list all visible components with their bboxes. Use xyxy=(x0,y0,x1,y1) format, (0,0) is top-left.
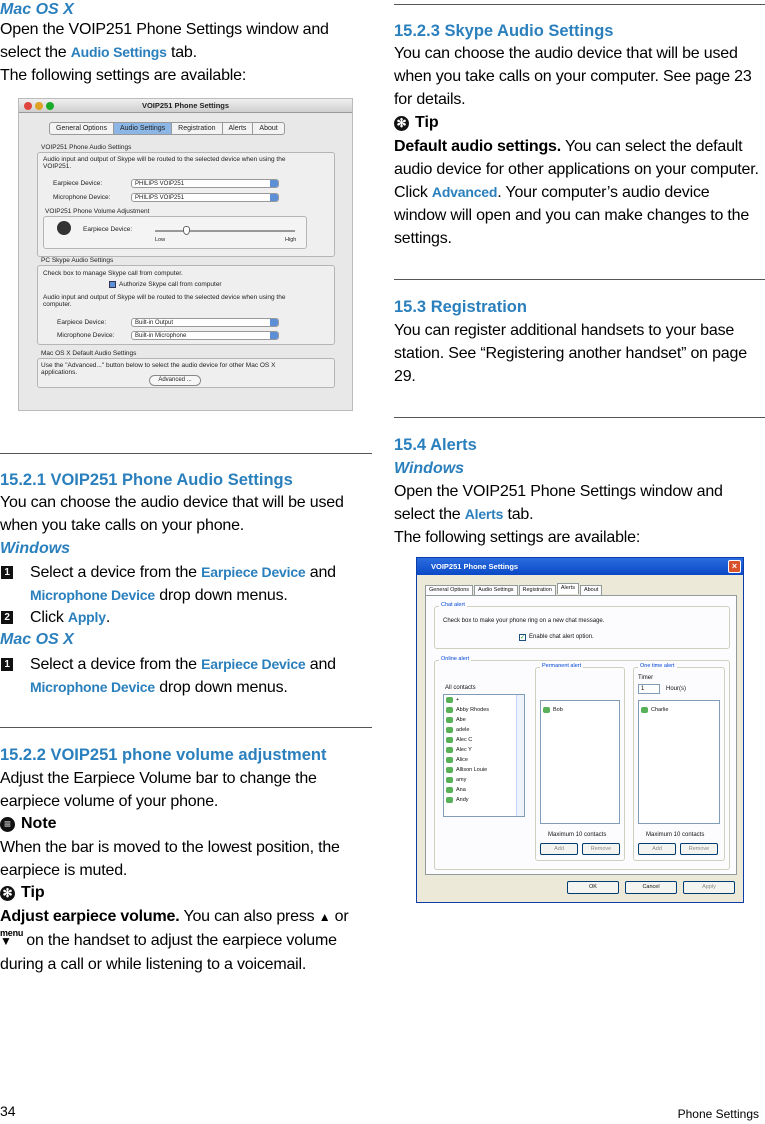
group-label: Online alert xyxy=(441,656,470,662)
mac-intro-text: Open the VOIP251 Phone Settings window and select the xyxy=(0,21,329,61)
group-text: Check box to manage Skype call from computer. xyxy=(43,270,183,277)
tab-alerts[interactable]: Alerts xyxy=(557,583,579,594)
note-heading xyxy=(0,813,57,835)
microphone-device-keyword: Microphone Device xyxy=(30,587,155,603)
tab-alerts[interactable]: Alerts xyxy=(223,123,254,134)
tab-general-options[interactable]: General Options xyxy=(425,585,473,596)
step-number: 1 xyxy=(1,658,13,671)
mac-tab-bar xyxy=(49,122,285,135)
group-text: Use the "Advanced..." button below to select the audio device for other Mac OS X applications. xyxy=(41,362,276,376)
close-icon xyxy=(24,102,32,110)
step-1 xyxy=(0,561,372,607)
apply-button[interactable]: Apply xyxy=(683,881,735,894)
earpiece-label: Earpiece Device: xyxy=(57,319,107,326)
section-15-2-1-title: 15.2.1 VOIP251 Phone Audio Settings xyxy=(0,471,293,489)
list-item[interactable]: Ana xyxy=(444,785,524,795)
section-15-2-2-title: 15.2.2 VOIP251 phone volume adjustment xyxy=(0,746,327,764)
list-item[interactable]: Bob xyxy=(541,705,619,715)
mic-select[interactable]: Built-in Microphone xyxy=(131,331,279,340)
alerts-keyword: Alerts xyxy=(464,506,504,522)
earpiece-select[interactable]: Built-in Output xyxy=(131,318,279,327)
group-label: One time alert xyxy=(640,663,675,669)
close-icon[interactable]: × xyxy=(728,560,741,573)
section-15-4-title: 15.4 Alerts xyxy=(394,436,477,454)
list-item[interactable]: adele xyxy=(444,725,524,735)
group-label: Mac OS X Default Audio Settings xyxy=(41,350,137,357)
timer-input[interactable]: 1 xyxy=(638,684,660,694)
authorize-label: Authorize Skype call from computer xyxy=(119,281,222,288)
tip-label: Tip xyxy=(415,114,439,131)
divider xyxy=(394,4,765,5)
note-label: Note xyxy=(21,815,57,832)
mac-intro-tail: tab. xyxy=(170,44,197,61)
earpiece-device-keyword: Earpiece Device xyxy=(201,656,306,672)
high-label: High xyxy=(285,237,297,243)
tip-body: . Your computer’s audio device window will open and you can make changes to the settings. xyxy=(394,184,750,247)
step-text: Select a device from the xyxy=(30,656,197,673)
tip-body: You can also press xyxy=(183,908,315,925)
step-text: drop down menus. xyxy=(159,587,288,604)
group-label: VOIP251 Phone Audio Settings xyxy=(41,144,132,151)
zoom-icon xyxy=(46,102,54,110)
add-button[interactable]: Add xyxy=(638,843,676,855)
section-15-2-2-text: Adjust the Earpiece Volume bar to change the earpiece volume of your phone. xyxy=(0,770,317,810)
step-2 xyxy=(0,606,110,629)
group-label: Permanent alert xyxy=(542,663,582,669)
max-contacts-label: Maximum 10 contacts xyxy=(548,832,607,838)
list-item[interactable]: Abe xyxy=(444,715,524,725)
tab-audio-settings[interactable]: Audio Settings xyxy=(114,123,172,134)
online-alert-group xyxy=(434,656,730,870)
mac-label: Mac OS X xyxy=(0,631,74,648)
divider xyxy=(0,453,372,454)
section-15-2-3-title: 15.2.3 Skype Audio Settings xyxy=(394,22,614,40)
max-contacts-label: Maximum 10 contacts xyxy=(646,832,705,838)
volume-slider-thumb[interactable] xyxy=(183,226,190,235)
phone-icon xyxy=(57,221,71,235)
mic-select[interactable]: PHILIPS VOIP251 xyxy=(131,193,279,202)
down-arrow-icon: ▼ xyxy=(0,934,12,948)
divider xyxy=(394,417,765,418)
remove-button[interactable]: Remove xyxy=(680,843,718,855)
one-time-list[interactable] xyxy=(638,700,720,824)
authorize-checkbox[interactable] xyxy=(109,281,116,288)
mic-label: Microphone Device: xyxy=(53,194,111,201)
group-text: Audio input and output of Skype will be routed to the selected device when using the computer. xyxy=(43,294,286,308)
tab-registration[interactable]: Registration xyxy=(519,585,556,596)
mac-window-title: VOIP251 Phone Settings xyxy=(141,101,230,110)
tab-registration[interactable]: Registration xyxy=(172,123,222,134)
volume-label: Earpiece Device: xyxy=(83,226,133,233)
tip-icon: ✻ xyxy=(394,116,409,131)
section-15-2-1-text: You can choose the audio device that will be used when you take calls on your phone. xyxy=(0,494,344,534)
tip-heading xyxy=(394,112,439,134)
tip-bold: Default audio settings. xyxy=(394,138,561,155)
earpiece-device-keyword: Earpiece Device xyxy=(201,564,306,580)
list-item[interactable]: amy xyxy=(444,775,524,785)
mac-title-bar xyxy=(19,99,352,113)
mac-intro xyxy=(0,18,372,64)
list-item[interactable]: + xyxy=(444,695,524,705)
volume-slider[interactable] xyxy=(155,230,295,232)
section-15-3-title: 15.3 Registration xyxy=(394,298,527,316)
group-label: VOIP251 Phone Volume Adjustment xyxy=(45,208,150,215)
all-contacts-label: All contacts xyxy=(445,685,476,691)
list-item[interactable]: Alice xyxy=(444,755,524,765)
menu-down-key-icon xyxy=(0,929,22,953)
chat-check-label: Enable chat alert option. xyxy=(529,634,594,640)
add-button[interactable]: Add xyxy=(540,843,578,855)
mac-settings-screenshot xyxy=(18,98,353,411)
tab-about[interactable]: About xyxy=(259,125,278,132)
tip-heading xyxy=(0,882,45,904)
list-item[interactable]: Andy xyxy=(444,795,524,805)
earpiece-select[interactable]: PHILIPS VOIP251 xyxy=(131,179,279,188)
section-15-2-3-text: You can choose the audio device that will be used when you take calls on your computer. See page 23 for details. xyxy=(394,45,752,108)
tip-bold: Adjust earpiece volume. xyxy=(0,908,180,925)
section-15-3-text: You can register additional handsets to your base station. See “Registering another handset” on page 29. xyxy=(394,322,747,385)
step-text: and xyxy=(309,564,336,581)
windows-settings-screenshot xyxy=(416,557,744,903)
tip-body: on the handset to adjust the earpiece volume during a call or while listening to a voicemail. xyxy=(0,932,337,973)
windows-window-title: VOIP251 Phone Settings xyxy=(431,562,519,571)
step-number: 2 xyxy=(1,611,13,624)
cancel-button[interactable]: Cancel xyxy=(625,881,677,894)
divider xyxy=(0,727,372,728)
footer-section: Phone Settings xyxy=(677,1107,759,1121)
alerts-intro xyxy=(394,480,765,526)
tip-body: You can select the default audio device for other applications on your computer. Click xyxy=(394,138,759,201)
mic-label: Microphone Device: xyxy=(57,332,115,339)
divider xyxy=(394,279,765,280)
earpiece-label: Earpiece Device: xyxy=(53,180,103,187)
advanced-keyword: Advanced xyxy=(431,184,498,200)
scrollbar[interactable] xyxy=(516,695,524,816)
page-number: 34 xyxy=(0,1103,16,1119)
up-arrow-icon: ▲ xyxy=(318,910,331,924)
tip-label: Tip xyxy=(21,884,45,901)
step-text: Click xyxy=(30,609,64,626)
minimize-icon xyxy=(35,102,43,110)
low-label: Low xyxy=(155,237,166,243)
list-item[interactable]: Alec Y xyxy=(444,745,524,755)
group-label: Chat alert xyxy=(441,602,465,608)
tab-about[interactable]: About xyxy=(580,585,602,596)
list-item[interactable]: Charlie xyxy=(639,705,719,715)
list-item[interactable]: Alec C xyxy=(444,735,524,745)
intro-text: tab. xyxy=(507,506,534,523)
alerts-following: The following settings are available: xyxy=(394,529,641,546)
windows-title-bar xyxy=(417,558,743,575)
ok-button[interactable]: OK xyxy=(567,881,619,894)
alerts-panel xyxy=(425,595,737,875)
tab-general-options[interactable]: General Options xyxy=(50,123,114,134)
microphone-device-keyword: Microphone Device xyxy=(30,679,155,695)
step-number: 1 xyxy=(1,566,13,579)
group-text: Audio input and output of Skype will be routed to the selected device when using the VOIP251. xyxy=(43,156,286,170)
chat-text: Check box to make your phone ring on a new chat message. xyxy=(443,618,605,624)
tab-audio-settings[interactable]: Audio Settings xyxy=(474,585,517,596)
step-text: Select a device from the xyxy=(30,564,197,581)
menu-key-label: menu xyxy=(0,928,24,938)
list-item[interactable]: Abby Rhodes xyxy=(444,705,524,715)
chat-alert-group xyxy=(434,602,730,649)
advanced-button[interactable]: Advanced ... xyxy=(149,375,201,386)
contacts-list[interactable] xyxy=(443,694,525,817)
note-icon: ≡ xyxy=(0,817,15,832)
tip-icon: ✻ xyxy=(0,886,15,901)
mac-heading: Mac OS X xyxy=(0,1,74,18)
tip-body: or xyxy=(334,908,349,925)
timer-label: Timer xyxy=(638,675,654,681)
intro-text: Open the VOIP251 Phone Settings window and select the xyxy=(394,483,723,523)
permanent-alert-group xyxy=(535,663,625,861)
remove-button[interactable]: Remove xyxy=(582,843,620,855)
windows-label: Windows xyxy=(394,460,465,477)
hours-label: Hour(s) xyxy=(666,686,687,692)
one-time-alert-group xyxy=(633,663,725,861)
note-text: When the bar is moved to the lowest position, the earpiece is muted. xyxy=(0,839,340,879)
step-text: . xyxy=(105,609,111,626)
windows-label: Windows xyxy=(0,540,71,557)
permanent-list[interactable] xyxy=(540,700,620,824)
chat-checkbox[interactable]: ✓ xyxy=(520,635,526,641)
step-text: and xyxy=(309,656,336,673)
mac-following: The following settings are available: xyxy=(0,67,247,84)
apply-keyword: Apply xyxy=(67,609,106,625)
tip-text xyxy=(0,905,372,976)
step-1-mac xyxy=(0,653,372,699)
tip-text xyxy=(394,135,765,250)
list-item[interactable]: Allison Louie xyxy=(444,765,524,775)
step-text: drop down menus. xyxy=(159,679,288,696)
group-label: PC Skype Audio Settings xyxy=(41,257,114,264)
audio-settings-keyword: Audio Settings xyxy=(70,44,167,60)
